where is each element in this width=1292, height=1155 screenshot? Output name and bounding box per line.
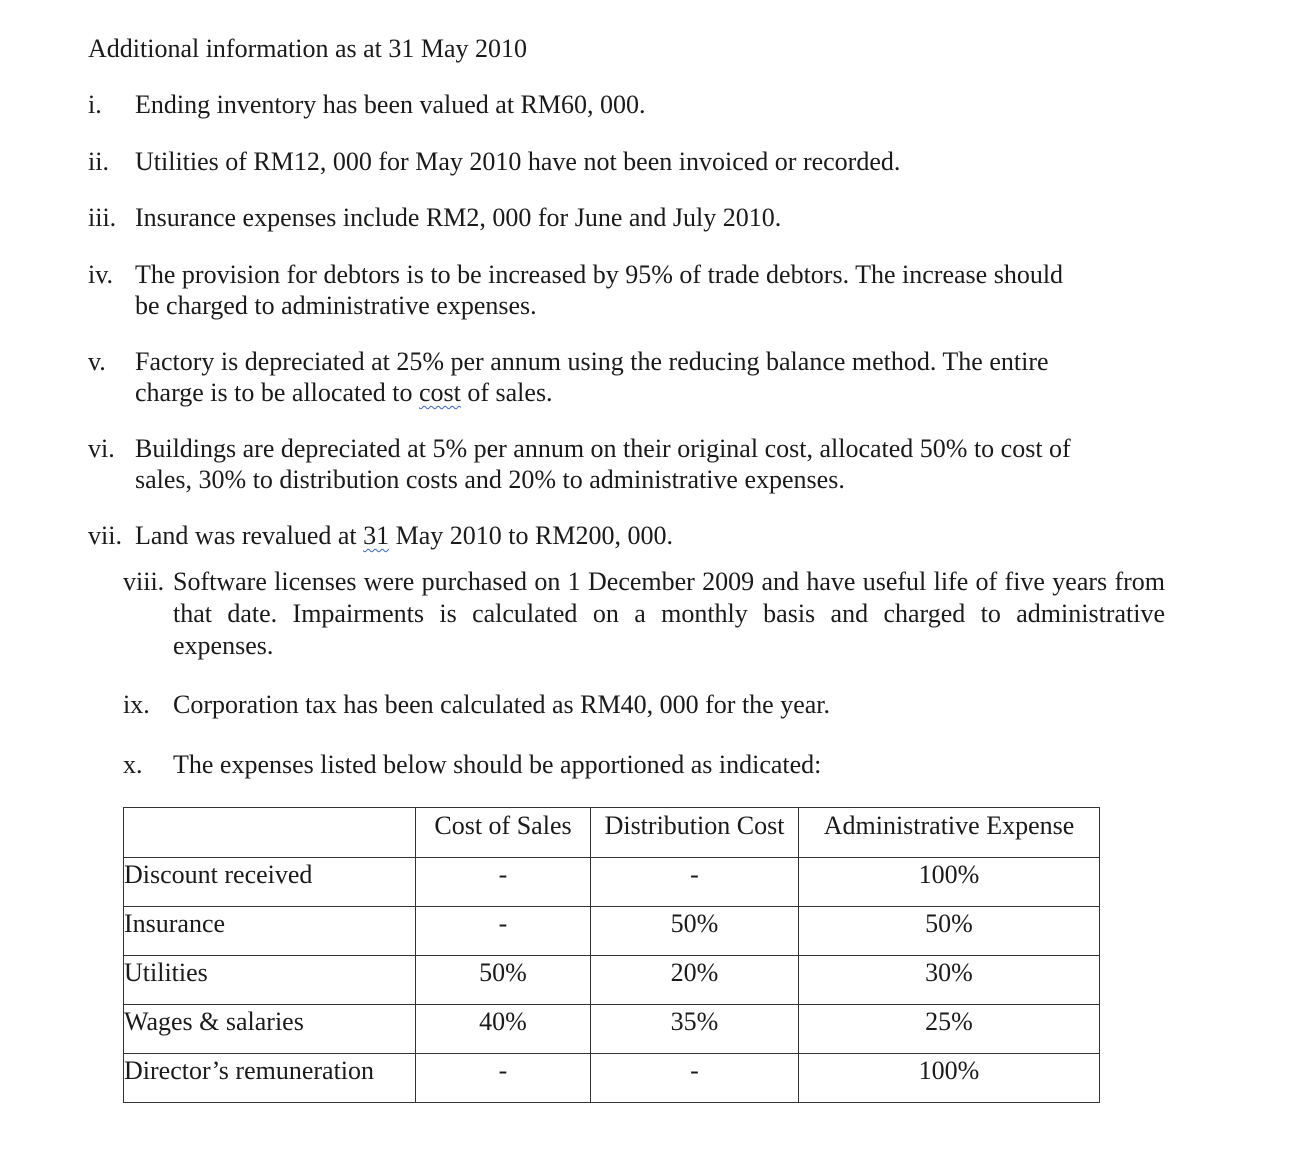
table-header-cost-of-sales: Cost of Sales <box>416 808 591 858</box>
cell-administrative-expense: 100% <box>799 858 1100 907</box>
list-item-x <box>123 749 1123 780</box>
cell-administrative-expense: 25% <box>799 1005 1100 1054</box>
item-text: Buildings are depreciated at 5% per annum on their original cost, allocated 50% to cost of sales, 30% to distribution costs and 20% to administrative expenses. <box>135 434 1071 494</box>
item-text-part: May 2010 to RM200, 000. <box>389 521 673 550</box>
cell-cost-of-sales: - <box>416 1054 591 1103</box>
cell-distribution-cost: - <box>591 858 799 907</box>
cell-distribution-cost: - <box>591 1054 799 1103</box>
item-text: Insurance expenses include RM2, 000 for June and July 2010. <box>135 203 782 232</box>
item-number: v. <box>88 347 106 376</box>
list-item-iv <box>88 259 1088 321</box>
item-text <box>135 520 1088 551</box>
item-number: ix. <box>123 690 150 719</box>
item-text: Software licenses were purchased on 1 December 2009 and have useful life of five years from that date. Impairments is calculated on a monthly basis and charged to administrative expenses. <box>173 567 1165 660</box>
table-header-administrative-expense: Administrative Expense <box>799 808 1100 858</box>
list-item-vi <box>88 433 1088 495</box>
spellcheck-marked-word[interactable]: 31 <box>363 521 390 550</box>
table-row <box>124 1054 1100 1103</box>
item-number: vi. <box>88 434 115 463</box>
item-number: ii. <box>88 147 109 176</box>
list-item-vii <box>88 520 1088 551</box>
item-number: iv. <box>88 260 114 289</box>
list-item-iii <box>88 202 1088 233</box>
item-number: vii. <box>88 521 122 550</box>
item-number: i. <box>88 90 102 119</box>
cell-administrative-expense: 100% <box>799 1054 1100 1103</box>
cell-cost-of-sales: - <box>416 907 591 956</box>
row-label: Insurance <box>124 907 416 956</box>
list-item-v <box>88 346 1088 408</box>
cell-administrative-expense: 30% <box>799 956 1100 1005</box>
row-label: Discount received <box>124 858 416 907</box>
item-number: iii. <box>88 203 117 232</box>
cell-cost-of-sales: - <box>416 858 591 907</box>
cell-distribution-cost: 35% <box>591 1005 799 1054</box>
table-row <box>124 1005 1100 1054</box>
cell-distribution-cost: 20% <box>591 956 799 1005</box>
row-label: Utilities <box>124 956 416 1005</box>
item-number: x. <box>123 750 143 779</box>
spellcheck-marked-word[interactable]: cost <box>418 378 461 407</box>
item-text-part: of sales. <box>460 378 553 407</box>
list-item-ii <box>88 146 1088 177</box>
item-text: The provision for debtors is to be increased by 95% of trade debtors. The increase should be charged to administrative expenses. <box>135 260 1064 320</box>
cell-administrative-expense: 50% <box>799 907 1100 956</box>
item-text: Corporation tax has been calculated as RM40, 000 for the year. <box>173 690 831 719</box>
item-text: The expenses listed below should be apportioned as indicated: <box>173 750 822 779</box>
table-header-row <box>124 808 1100 858</box>
table-row <box>124 858 1100 907</box>
list-item-viii <box>123 566 1165 662</box>
cell-cost-of-sales: 40% <box>416 1005 591 1054</box>
table-header-blank <box>124 808 416 858</box>
table-row <box>124 956 1100 1005</box>
row-label: Director’s remuneration <box>124 1054 416 1103</box>
list-item-i <box>88 89 1088 120</box>
row-label: Wages & salaries <box>124 1005 416 1054</box>
apportionment-table <box>123 807 1100 1103</box>
page-heading: Additional information as at 31 May 2010 <box>88 34 528 63</box>
item-text-part: Factory is depreciated at 25% per annum using the reducing balance method. The entire charge is to be allocated to <box>135 347 1049 407</box>
table-row <box>124 907 1100 956</box>
cell-distribution-cost: 50% <box>591 907 799 956</box>
list-item-ix <box>123 689 1123 720</box>
item-text <box>135 346 1085 408</box>
item-text: Ending inventory has been valued at RM60, 000. <box>135 90 646 119</box>
item-text: Utilities of RM12, 000 for May 2010 have not been invoiced or recorded. <box>135 147 901 176</box>
table-header-distribution-cost: Distribution Cost <box>591 808 799 858</box>
cell-cost-of-sales: 50% <box>416 956 591 1005</box>
item-text-part: Land was revalued at <box>135 521 364 550</box>
item-number: viii. <box>123 567 165 596</box>
